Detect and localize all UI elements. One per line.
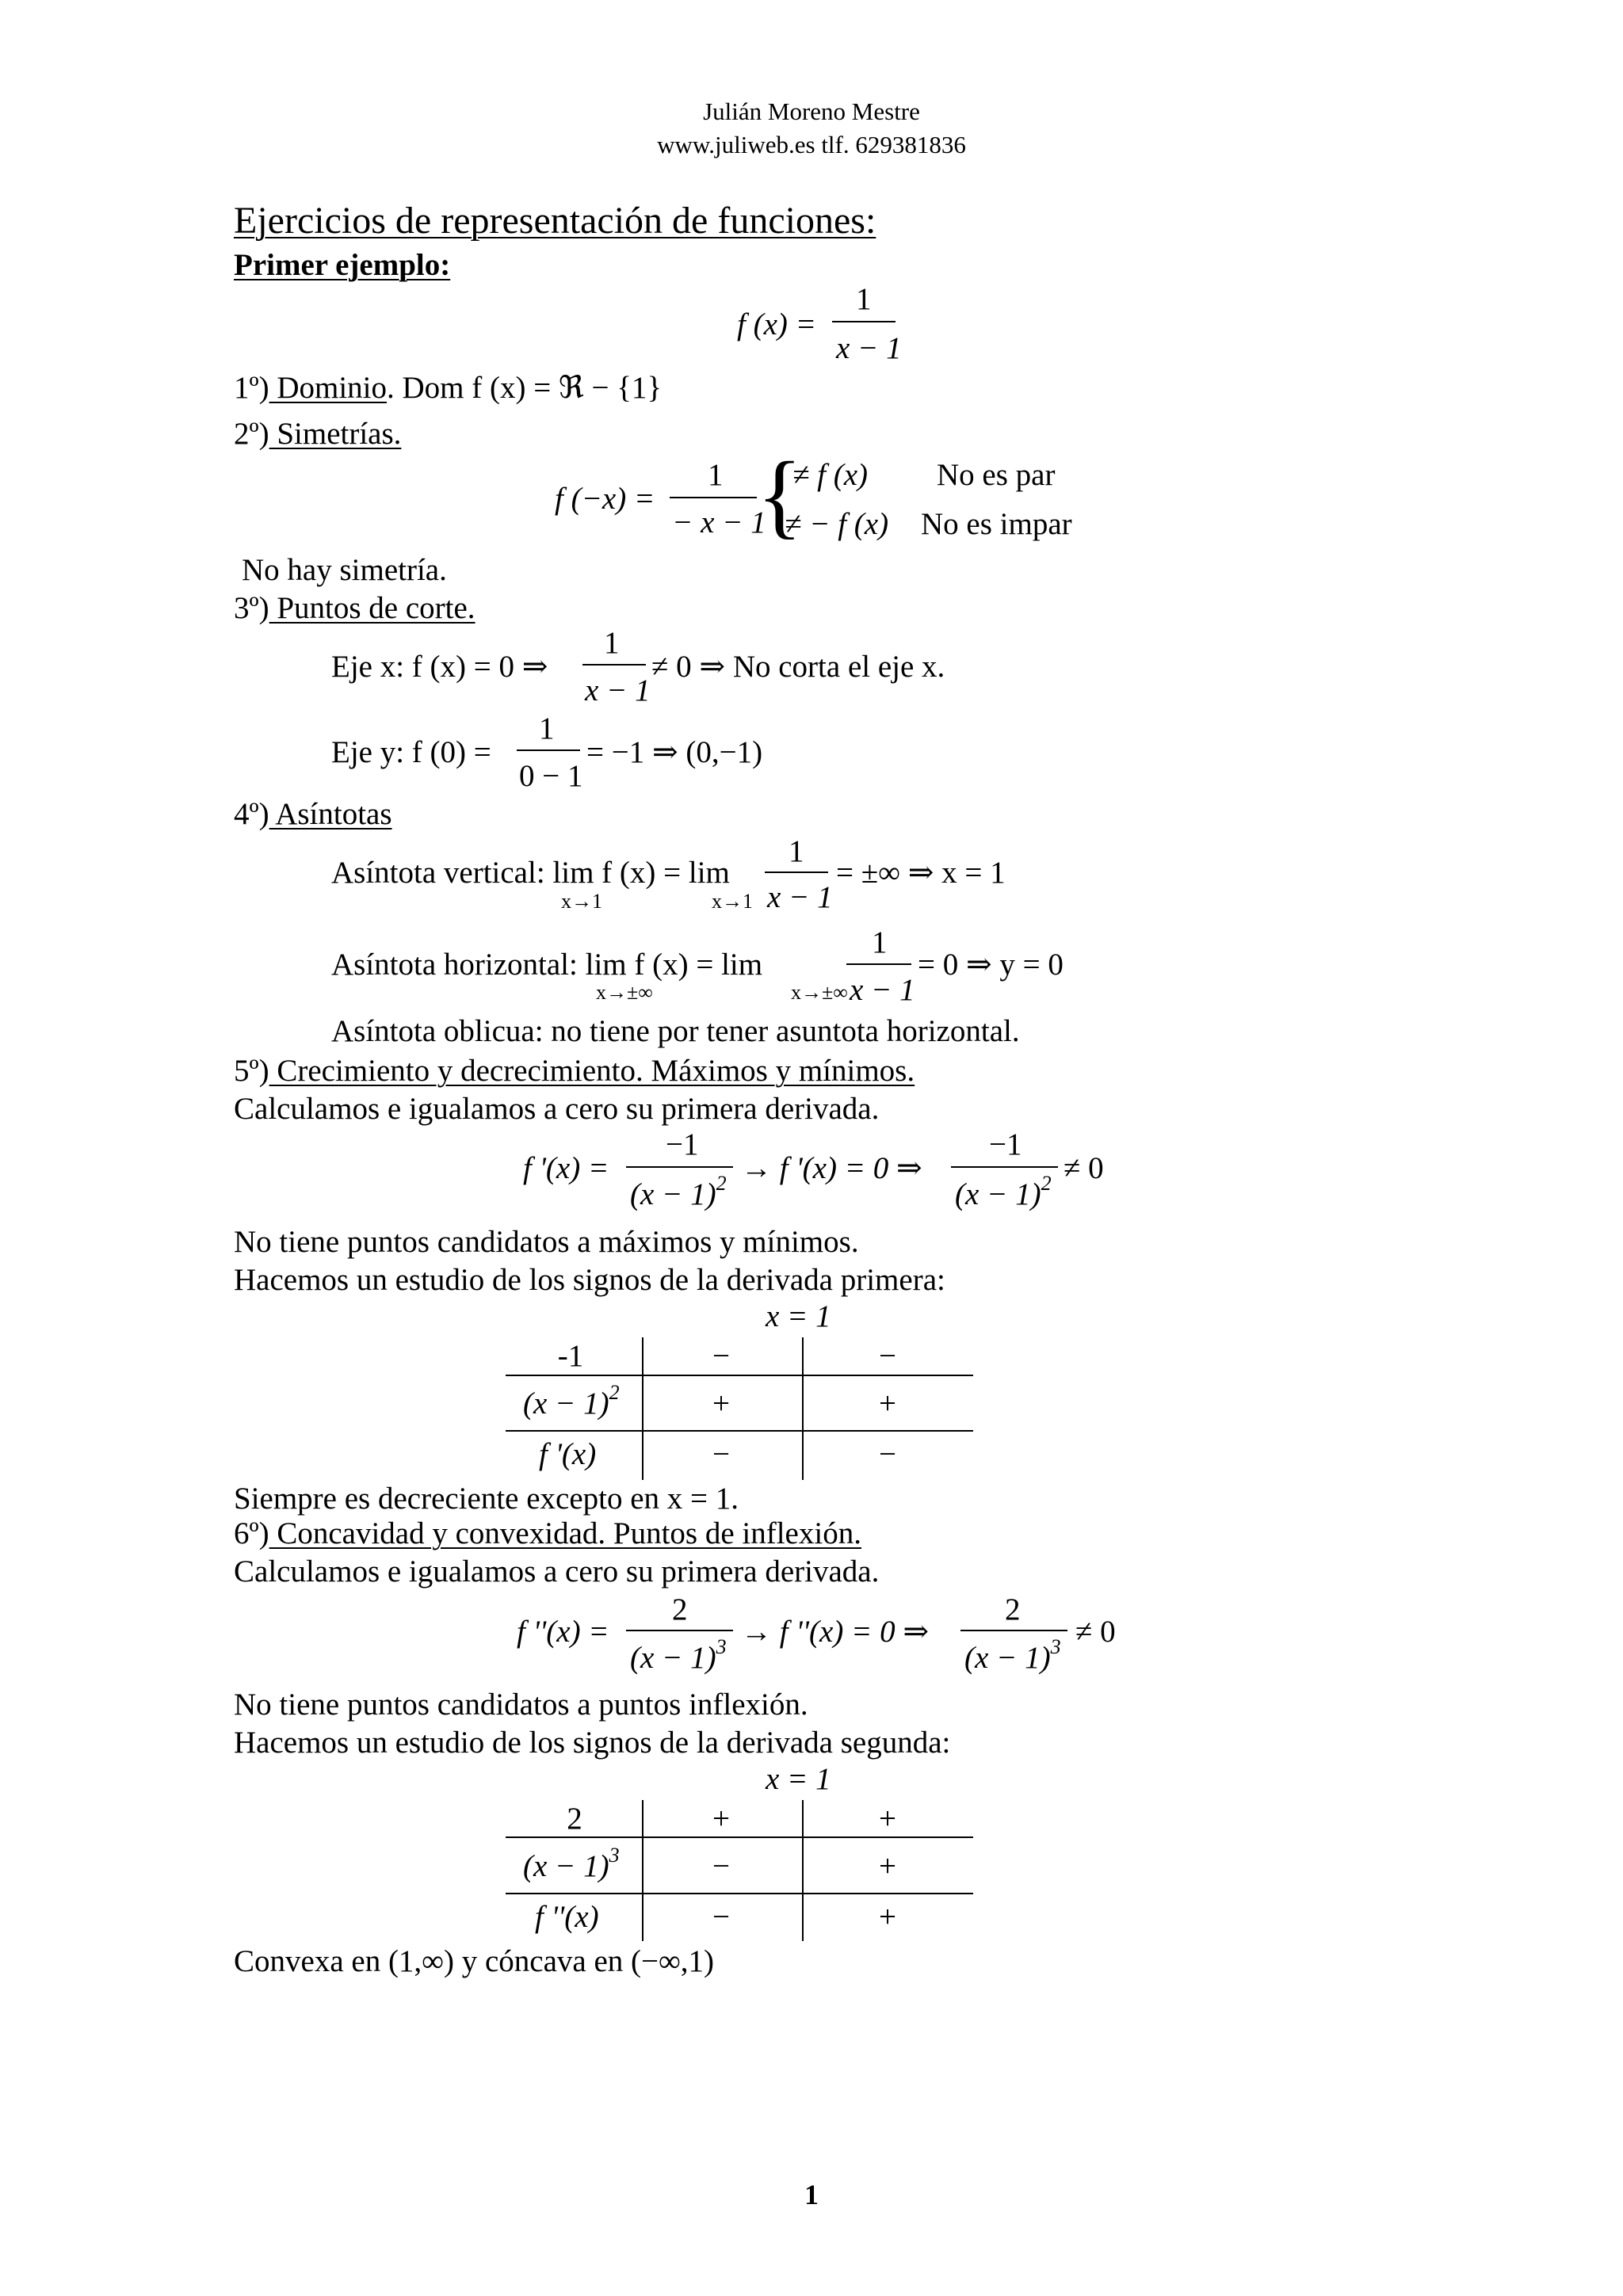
asym-oblique: Asíntota oblicua: no tiene por tener asuntota horizontal. [331,1014,1020,1048]
asym-horizontal-num: 1 [872,925,888,959]
page-number: 1 [804,2179,819,2210]
d1-fraction-bar-2 [951,1166,1058,1168]
d1-end: ≠ 0 [1064,1151,1104,1185]
d2-den [630,1635,727,1675]
table2-divider-left [642,1800,643,1941]
d1-den2 [955,1172,1052,1211]
d1-fraction-bar [626,1166,733,1168]
subtitle: Primer ejemplo: [234,248,451,282]
asym-horizontal-a: Asíntota horizontal: lim f (x) = lim [331,948,763,982]
d2-num2: 2 [1005,1592,1021,1627]
cut-x-num: 1 [604,626,620,660]
table2-divider-center [802,1800,804,1941]
section-2-num: 2º) [234,417,269,451]
asym-vertical-a: Asíntota vertical: lim f (x) = lim [331,856,730,890]
table1-rule-2 [506,1430,973,1432]
cut-x-b: ≠ 0 ⇒ No corta el eje x. [651,650,945,684]
d2-den-exp: 3 [716,1635,727,1658]
convexity-conclusion: Convexa en (1,∞) y cóncava en (−∞,1) [234,1944,715,1978]
fx-lhs: f (x) = [737,307,816,341]
table1-row2-label [523,1381,620,1421]
section-1-num: 1º) [234,371,269,405]
sym-brace: { [757,442,803,547]
table2-header: x = 1 [766,1762,831,1796]
no-symmetry: No hay simetría. [242,553,447,587]
section-5-num: 5º) [234,1054,269,1088]
section-2-label: Simetrías. [269,417,402,451]
table1-row3-label: f '(x) [539,1437,597,1471]
sym-result-1: No es par [937,458,1056,492]
sym-fraction-bar [670,497,757,498]
section-3-num: 3º) [234,591,269,625]
header-contact: www.juliweb.es tlf. 629381836 [657,131,966,158]
table1-row2-label-text: (x − 1) [523,1386,609,1421]
section-3 [234,593,475,624]
asym-horizontal-b: = 0 ⇒ y = 0 [918,948,1064,982]
table1-row3-right: − [879,1437,896,1471]
asym-horizontal-fraction-bar [846,963,911,965]
table2-row1-right: + [879,1802,896,1836]
d2-den2-text: (x − 1) [964,1641,1051,1675]
d1-den [630,1172,727,1211]
table1-rule-1 [506,1375,973,1376]
section-3-label: Puntos de corte. [269,591,475,625]
section-6-label: Concavidad y convexidad. Puntos de inflexión. [269,1516,861,1550]
cut-x-den: x − 1 [585,673,651,707]
section-1-label: Dominio [269,371,388,405]
sym-num: 1 [708,458,724,492]
calc-second-derivative: Calculamos e igualamos a cero su primera derivada. [234,1554,880,1589]
cut-y-den: 0 − 1 [519,759,583,793]
table2-row3-right: + [879,1900,896,1934]
table2-row2-label [523,1844,620,1883]
section-6-num: 6º) [234,1516,269,1550]
table2-row2-label-text: (x − 1) [523,1849,609,1883]
asym-vertical-sub1: x→1 [561,890,602,913]
cut-y-a: Eje y: f (0) = [331,735,491,769]
table2-row1-label: 2 [567,1802,582,1836]
section-4-label: Asíntotas [269,797,392,831]
asym-vertical-b: = ±∞ ⇒ x = 1 [836,856,1006,890]
sym-case-1: ≠ f (x) [792,458,869,492]
d1-num: −1 [666,1127,699,1161]
table1-row1-right: − [879,1339,896,1373]
study-second-derivative: Hacemos un estudio de los signos de la derivada segunda: [234,1726,951,1760]
d2-fraction-bar [626,1630,733,1631]
section-1-text: . Dom f (x) = ℜ − {1} [387,371,663,405]
asym-horizontal-sub2: x→±∞ [791,981,848,1004]
d2-den2 [964,1635,1061,1675]
sym-den: − x − 1 [672,505,766,540]
table2-row1-left: + [712,1802,730,1836]
section-4-num: 4º) [234,797,269,831]
d2-den2-exp: 3 [1050,1635,1061,1658]
section-5 [234,1055,915,1086]
table2-row2-label-exp: 3 [609,1844,620,1867]
d2-den-text: (x − 1) [630,1641,716,1675]
section-1 [234,372,662,403]
asym-vertical-num: 1 [789,834,804,868]
sym-lhs: f (−x) = [555,482,655,516]
d1-den-exp: 2 [716,1172,727,1195]
asym-horizontal-den: x − 1 [850,973,915,1007]
asym-vertical-den: x − 1 [767,880,833,914]
fx-den: x − 1 [836,331,902,365]
d2-lhs: f ''(x) = [517,1615,609,1649]
always-decreasing: Siempre es decreciente excepto en x = 1. [234,1482,739,1516]
table1-divider-center [802,1337,804,1480]
table2-rule-1 [506,1836,973,1838]
asym-vertical-sub2: x→1 [712,890,753,913]
table1-row1-left: − [712,1339,730,1373]
calc-first-derivative: Calculamos e igualamos a cero su primera derivada. [234,1092,880,1126]
table1-row3-left: − [712,1437,730,1471]
table2-row3-label: f ''(x) [535,1900,599,1934]
cut-y-fraction-bar [517,749,580,751]
d2-fraction-bar-2 [960,1630,1067,1631]
table1-row1-label: -1 [557,1339,584,1373]
d1-den2-text: (x − 1) [955,1177,1041,1211]
d1-den2-exp: 2 [1041,1172,1052,1195]
d2-end: ≠ 0 [1075,1615,1116,1649]
sym-result-2: No es impar [921,507,1072,541]
table1-row2-right: + [879,1386,896,1421]
section-5-label: Crecimiento y decrecimiento. Máximos y mínimos. [269,1054,915,1088]
cut-x-a: Eje x: f (x) = 0 ⇒ [331,650,548,684]
asym-horizontal-sub1: x→±∞ [596,981,653,1004]
table2-row3-left: − [712,1900,730,1934]
d1-lhs: f '(x) = [523,1151,609,1185]
no-candidates-2: No tiene puntos candidatos a puntos inflexión. [234,1688,808,1722]
page-title: Ejercicios de representación de funciones: [234,200,876,242]
fx-fraction-bar [832,321,896,322]
cut-y-b: = −1 ⇒ (0,−1) [586,735,763,769]
table1-divider-left [642,1337,643,1480]
d2-num: 2 [672,1592,688,1627]
study-first-derivative: Hacemos un estudio de los signos de la derivada primera: [234,1263,945,1297]
table2-rule-2 [506,1893,973,1894]
section-4 [234,799,392,830]
table1-row2-label-exp: 2 [609,1381,620,1404]
table1-header: x = 1 [766,1299,831,1333]
section-6 [234,1518,861,1549]
header-author: Julián Moreno Mestre [703,97,920,125]
d1-num2: −1 [989,1127,1022,1161]
d2-mid: → f ''(x) = 0 ⇒ [741,1615,930,1649]
d1-mid: → f '(x) = 0 ⇒ [741,1151,922,1185]
cut-y-num: 1 [539,711,555,746]
fx-num: 1 [856,282,872,316]
table2-row2-left: − [712,1849,730,1883]
asym-vertical-fraction-bar [765,871,828,873]
no-candidates-1: No tiene puntos candidatos a máximos y mínimos. [234,1225,859,1259]
table1-row2-left: + [712,1386,730,1421]
sym-case-2: ≠ − f (x) [785,507,889,541]
table2-row2-right: + [879,1849,896,1883]
cut-x-fraction-bar [582,664,646,666]
d1-den-text: (x − 1) [630,1177,716,1211]
section-2 [234,418,401,449]
